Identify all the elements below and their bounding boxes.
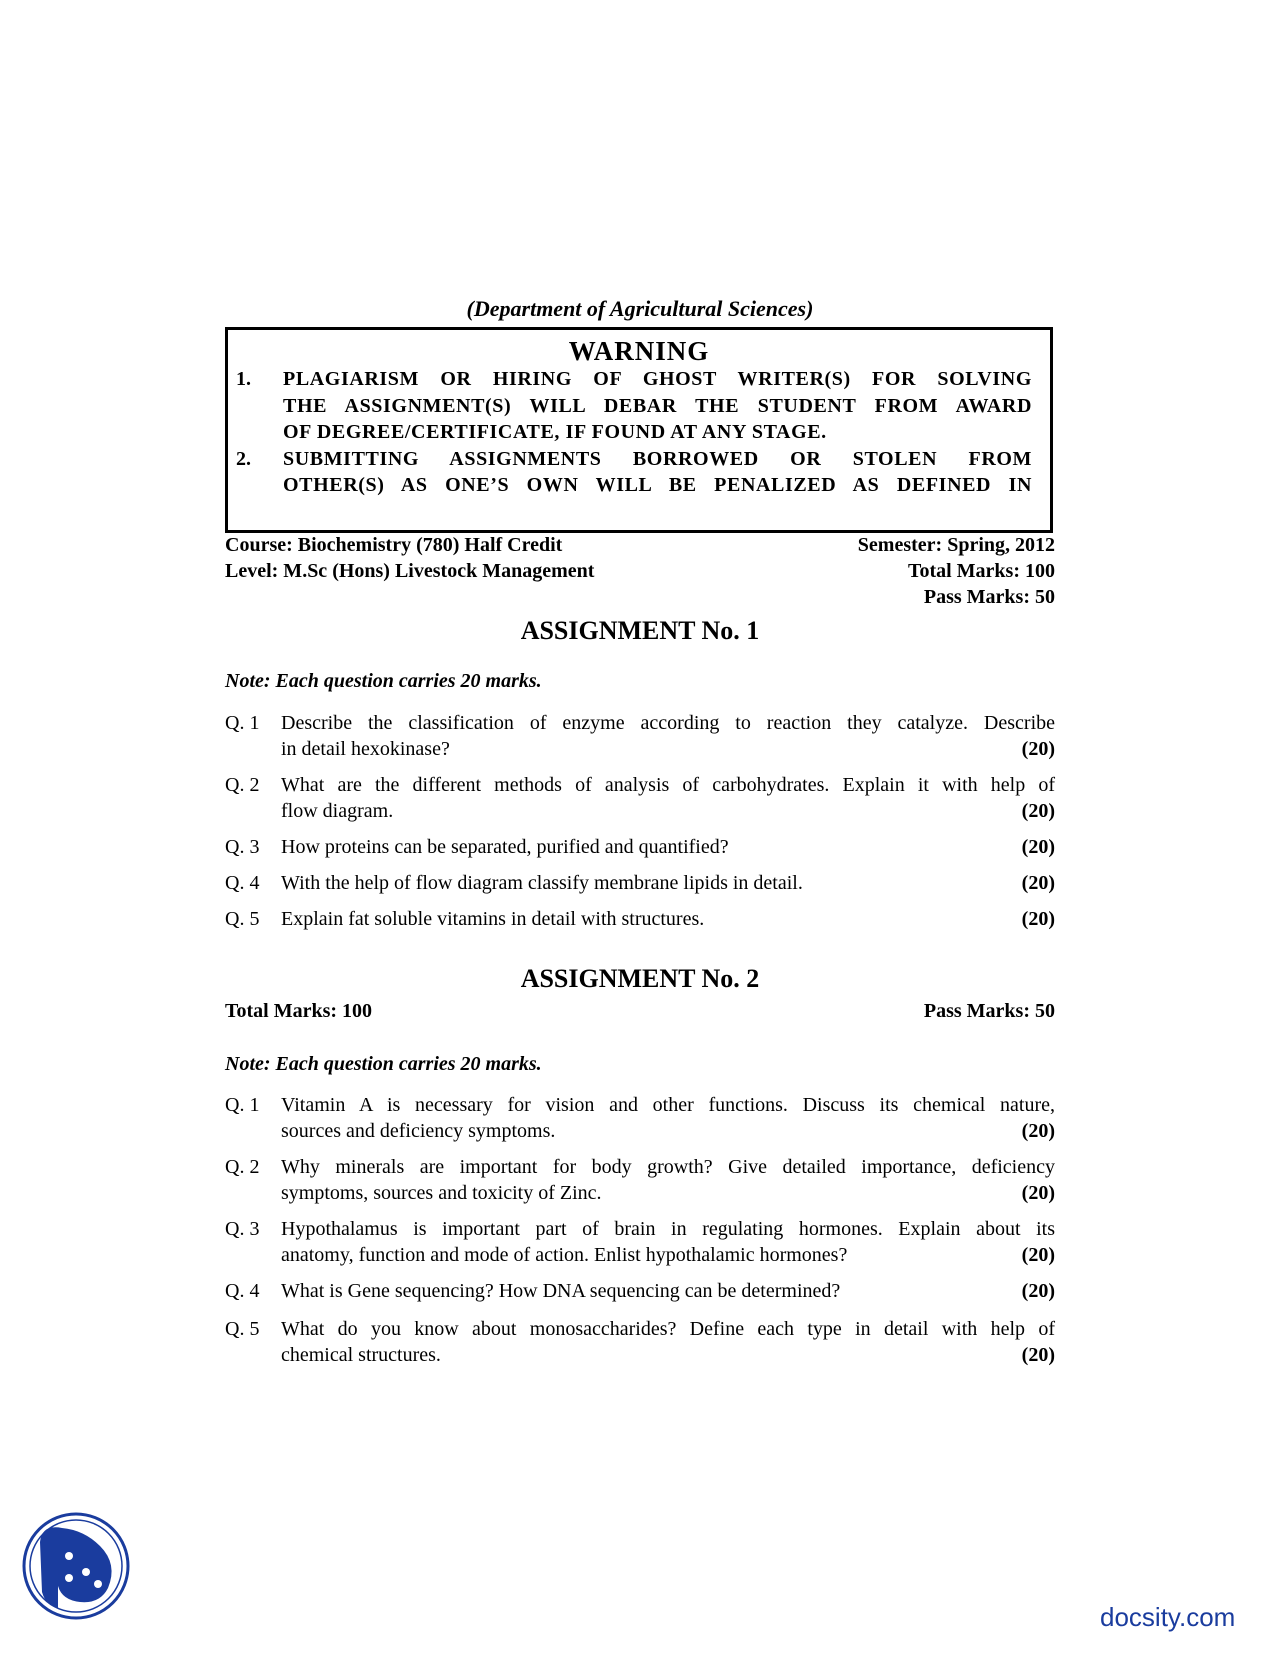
question-marks: (20)	[1021, 738, 1055, 760]
question-marks: (20)	[1021, 800, 1055, 822]
assignment-2-note: Note: Each question carries 20 marks.	[225, 1053, 542, 1075]
question-text: How proteins can be separated, purified and quantified?	[281, 836, 729, 858]
warning-item-1	[228, 366, 1050, 446]
question-number: Q. 1	[225, 1094, 260, 1116]
question-text: Describe the classification of enzyme according to reaction they catalyze. Describe	[281, 712, 1055, 734]
assignment-2-pass-marks: Pass Marks: 50	[923, 1000, 1055, 1022]
question-marks: (20)	[1021, 872, 1055, 894]
warning-line: OTHER(S) AS ONE’S OWN WILL BE PENALIZED AS DEFINED IN	[283, 474, 1032, 496]
warning-line: THE ASSIGNMENT(S) WILL DEBAR THE STUDENT FROM AWARD	[283, 394, 1032, 417]
question-text: chemical structures.	[281, 1344, 441, 1366]
question-marks: (20)	[1021, 908, 1055, 930]
question-marks: (20)	[1021, 836, 1055, 858]
assignment-2-question-4	[225, 1278, 1055, 1304]
assignment-2-title: ASSIGNMENT No. 2	[520, 964, 760, 993]
question-marks: (20)	[1021, 1344, 1055, 1366]
question-text: symptoms, sources and toxicity of Zinc.	[281, 1182, 602, 1204]
assignment-1-question-2	[225, 772, 1055, 824]
question-text: Vitamin A is necessary for vision and other functions. Discuss its chemical nature,	[281, 1094, 1055, 1116]
question-text: What are the different methods of analysis of carbohydrates. Explain it with help of	[281, 774, 1055, 796]
assignment-1-title: ASSIGNMENT No. 1	[520, 616, 760, 645]
question-text: flow diagram.	[281, 800, 394, 822]
warning-line: SUBMITTING ASSIGNMENTS BORROWED OR STOLEN FROM	[283, 447, 1032, 470]
assignment-1-question-3	[225, 834, 1055, 860]
docsity-brand-link[interactable]: docsity.com	[1100, 1602, 1236, 1632]
course-name: Course: Biochemistry (780) Half Credit	[225, 534, 563, 556]
question-text: in detail hexokinase?	[281, 738, 450, 760]
question-text: anatomy, function and mode of action. Enlist hypothalamic hormones?	[281, 1244, 848, 1266]
question-text: sources and deficiency symptoms.	[281, 1120, 556, 1142]
question-number: Q. 3	[225, 1218, 260, 1240]
assignment-1-note: Note: Each question carries 20 marks.	[225, 670, 542, 692]
question-number: Q. 4	[225, 872, 260, 894]
level-row	[225, 560, 1055, 583]
assignment-2-question-2	[225, 1154, 1055, 1206]
question-number: Q. 2	[225, 774, 260, 796]
assignment-1-question-4	[225, 870, 1055, 896]
question-marks: (20)	[1021, 1280, 1055, 1302]
level: Level: M.Sc (Hons) Livestock Management	[225, 560, 595, 582]
question-text: With the help of flow diagram classify membrane lipids in detail.	[281, 872, 803, 894]
total-marks: Total Marks: 100	[907, 560, 1055, 582]
assignment-2-question-1	[225, 1092, 1055, 1144]
assignment-2-total-marks: Total Marks: 100	[225, 1000, 373, 1022]
warning-item-2	[228, 446, 1050, 499]
department-heading: (Department of Agricultural Sciences)	[466, 296, 814, 321]
course-row	[225, 534, 1055, 557]
pass-marks-row	[225, 586, 1055, 609]
assignment-2-marks-row	[225, 1000, 1055, 1023]
question-marks: (20)	[1021, 1244, 1055, 1266]
docsity-logo-icon[interactable]	[22, 1512, 130, 1620]
warning-item-number: 1.	[236, 368, 251, 390]
question-number: Q. 4	[225, 1280, 260, 1302]
assignment-2-question-3	[225, 1216, 1055, 1268]
question-text: Hypothalamus is important part of brain in regulating hormones. Explain about its	[281, 1218, 1055, 1240]
question-text: What do you know about monosaccharides? Define each type in detail with help of	[281, 1318, 1055, 1340]
question-number: Q. 3	[225, 836, 260, 858]
warning-line: PLAGIARISM OR HIRING OF GHOST WRITER(S) FOR SOLVING	[283, 368, 1032, 390]
question-text: Explain fat soluble vitamins in detail with structures.	[281, 908, 705, 930]
question-marks: (20)	[1021, 1182, 1055, 1204]
question-number: Q. 5	[225, 1318, 260, 1340]
question-number: Q. 2	[225, 1156, 260, 1178]
assignment-2-question-5	[225, 1316, 1055, 1368]
semester: Semester: Spring, 2012	[857, 534, 1055, 556]
warning-box	[225, 327, 1053, 533]
assignment-1-question-1	[225, 710, 1055, 762]
warning-title: WARNING	[568, 336, 710, 366]
warning-item-number: 2.	[236, 447, 251, 470]
question-number: Q. 5	[225, 908, 260, 930]
question-text: Why minerals are important for body growth? Give detailed importance, deficiency	[281, 1156, 1055, 1178]
question-marks: (20)	[1021, 1120, 1055, 1142]
pass-marks: Pass Marks: 50	[923, 586, 1055, 608]
question-text: What is Gene sequencing? How DNA sequencing can be determined?	[281, 1280, 841, 1302]
warning-line: OF DEGREE/CERTIFICATE, IF FOUND AT ANY STAGE.	[283, 421, 827, 443]
assignment-1-question-5	[225, 906, 1055, 932]
question-number: Q. 1	[225, 712, 260, 734]
